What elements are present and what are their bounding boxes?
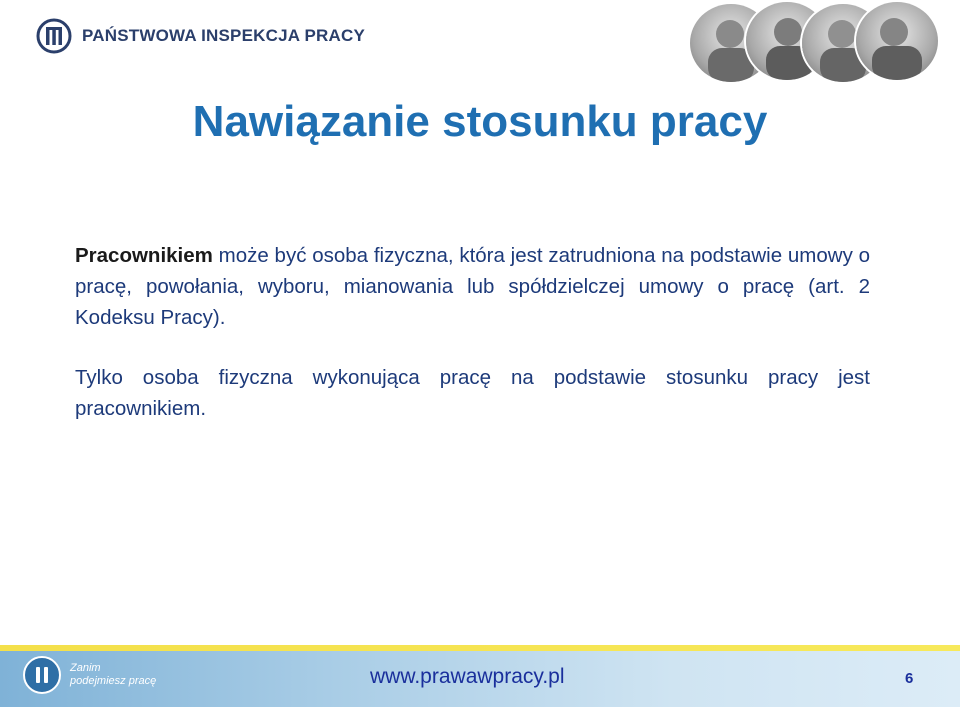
pip-emblem-icon (36, 18, 72, 54)
paragraph-note: Tylko osoba fizyczna wykonująca pracę na podstawie stosunku pracy jest pracownikiem. (75, 366, 870, 420)
slide-content (75, 240, 870, 424)
photo-worker-4 (856, 2, 938, 80)
pip-logo (36, 18, 365, 54)
slide-footer (0, 645, 960, 707)
slide-title: Nawiązanie stosunku pracy (192, 97, 768, 146)
footer-url[interactable]: www.prawawpracy.pl (370, 665, 565, 688)
header-photos (690, 2, 938, 82)
slogan-line-1: Zanim (70, 662, 101, 674)
slogan-line-2: podejmiesz pracę (70, 675, 157, 687)
campaign-slogan (70, 662, 156, 688)
campaign-logo (22, 655, 156, 695)
page-number: 6 (905, 670, 914, 687)
paragraph-definition (75, 240, 870, 333)
logo-text: PAŃSTWOWA INSPEKCJA PRACY (82, 26, 366, 45)
term-pracownikiem: Pracownikiem (75, 244, 213, 267)
definition-text: może być osoba fizyczna, która jest zatrudniona na podstawie umowy o pracę, powołania, wyboru, mianowania lub spółdzielczej umowy o pracę (art. 2 Kodeksu Pracy). (75, 244, 870, 329)
slide-header (0, 0, 960, 90)
pause-badge-icon (22, 655, 62, 695)
